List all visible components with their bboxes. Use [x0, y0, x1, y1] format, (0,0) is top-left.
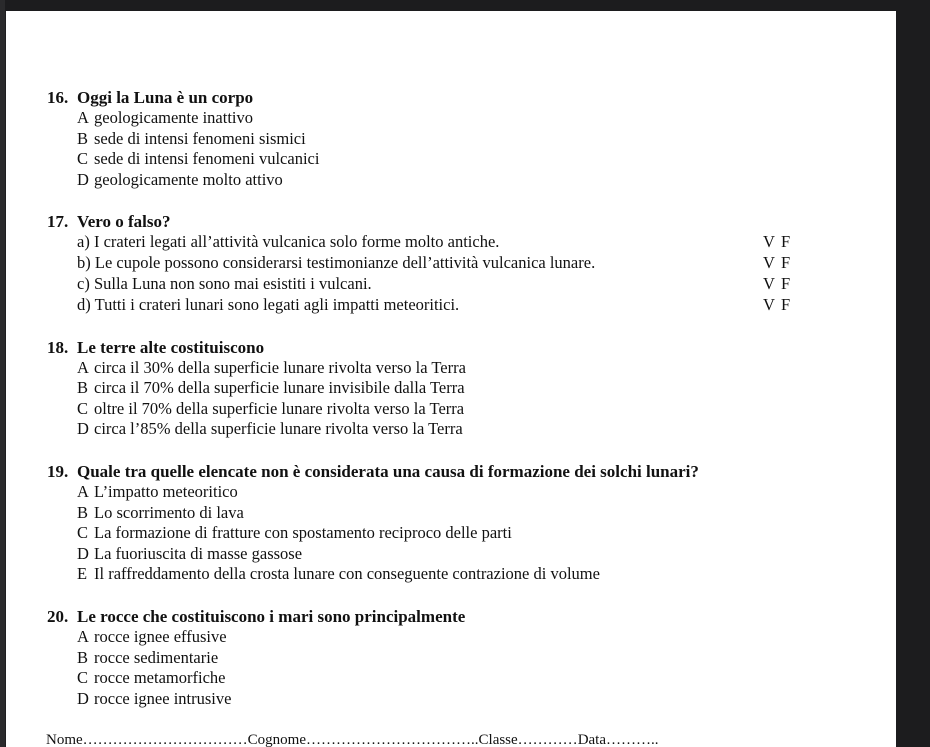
- question-number: 20.: [47, 606, 69, 626]
- window-frame-top: [0, 0, 930, 11]
- option-text: circa il 70% della superficie lunare invisibile dalla Terra: [94, 378, 465, 398]
- option-a: [47, 108, 887, 129]
- question-number: 18.: [47, 337, 69, 357]
- option-letter: C: [77, 668, 89, 688]
- question-title: [47, 87, 887, 108]
- option-text: Il raffreddamento della crosta lunare con conseguente contrazione di volume: [94, 564, 600, 584]
- option-b: [47, 129, 887, 150]
- statement-b: [47, 253, 887, 274]
- statement-text: a) I crateri legati all’attività vulcanica solo forme molto antiche.: [77, 232, 500, 252]
- option-text: La fuoriuscita di masse gassose: [94, 543, 303, 563]
- option-letter: C: [77, 398, 89, 418]
- cognome-field: Cognome……………………………..: [247, 732, 479, 747]
- option-letter: B: [77, 378, 89, 398]
- option-letter: D: [77, 419, 89, 439]
- question-19: [47, 461, 887, 585]
- option-a: [47, 627, 887, 648]
- option-a: [47, 482, 887, 503]
- option-letter: B: [77, 128, 89, 148]
- statement-c: [47, 274, 887, 295]
- student-info-footer: [46, 731, 659, 747]
- true-mark: V: [763, 273, 775, 293]
- question-title: [47, 461, 887, 482]
- question-text: Le terre alte costituiscono: [77, 337, 265, 357]
- statement-text: c) Sulla Luna non sono mai esistiti i vulcani.: [77, 273, 372, 293]
- data-field: Data………..: [577, 732, 659, 747]
- option-letter: C: [77, 149, 89, 169]
- window-frame-left: [0, 0, 5, 747]
- option-letter: A: [77, 626, 89, 646]
- quiz-content: [47, 87, 887, 730]
- option-letter: E: [77, 564, 88, 584]
- option-text: circa l’85% della superficie lunare rivolta verso la Terra: [94, 419, 463, 439]
- option-e: [47, 564, 887, 585]
- false-mark: F: [781, 294, 791, 314]
- option-text: L’impatto meteoritico: [94, 481, 238, 501]
- false-mark: F: [781, 253, 791, 273]
- true-false-choice: [763, 253, 799, 274]
- question-20: [47, 606, 887, 709]
- option-letter: A: [77, 108, 89, 127]
- true-false-choice: [763, 232, 799, 253]
- question-17: [47, 211, 887, 315]
- option-c: [47, 149, 887, 170]
- option-letter: A: [77, 357, 89, 377]
- question-title: [47, 606, 887, 627]
- false-mark: F: [781, 273, 791, 293]
- option-letter: B: [77, 502, 89, 522]
- nome-field: Nome……………………………: [46, 732, 248, 747]
- true-false-choice: [763, 274, 799, 295]
- question-title: [47, 337, 887, 358]
- option-text: rocce sedimentarie: [94, 647, 219, 667]
- question-16: [47, 87, 887, 190]
- question-18: [47, 337, 887, 440]
- option-text: rocce ignee intrusive: [94, 688, 232, 708]
- option-d: [47, 544, 887, 565]
- statement-text: b) Le cupole possono considerarsi testimonianze dell’attività vulcanica lunare.: [77, 253, 596, 273]
- option-text: Lo scorrimento di lava: [94, 502, 244, 522]
- option-text: geologicamente molto attivo: [94, 169, 283, 189]
- question-number: 19.: [47, 461, 69, 481]
- question-number: 17.: [47, 212, 69, 232]
- question-text: Quale tra quelle elencate non è considerata una causa di formazione dei solchi lunari?: [77, 461, 699, 481]
- true-mark: V: [763, 253, 775, 273]
- option-a: [47, 358, 887, 379]
- option-text: oltre il 70% della superficie lunare rivolta verso la Terra: [94, 398, 465, 418]
- option-b: [47, 503, 887, 524]
- option-b: [47, 378, 887, 399]
- statement-text: d) Tutti i crateri lunari sono legati agli impatti meteoritici.: [77, 294, 460, 314]
- option-c: [47, 668, 887, 689]
- question-number: 16.: [47, 88, 69, 107]
- option-text: rocce ignee effusive: [94, 626, 227, 646]
- statement-a: [47, 232, 887, 253]
- true-mark: V: [763, 294, 775, 314]
- option-c: [47, 523, 887, 544]
- question-text: Vero o falso?: [77, 212, 171, 232]
- statement-d: [47, 295, 887, 316]
- option-text: sede di intensi fenomeni sismici: [94, 128, 306, 148]
- true-mark: V: [763, 232, 775, 252]
- question-title: [47, 211, 887, 232]
- option-d: [47, 689, 887, 710]
- option-text: rocce metamorfiche: [94, 668, 226, 688]
- option-b: [47, 648, 887, 669]
- classe-field: Classe…………: [478, 732, 578, 747]
- true-false-choice: [763, 295, 799, 316]
- option-letter: D: [77, 543, 89, 563]
- option-letter: B: [77, 647, 89, 667]
- option-letter: A: [77, 481, 89, 501]
- option-text: La formazione di fratture con spostamento reciproco delle parti: [94, 523, 512, 543]
- option-d: [47, 170, 887, 191]
- option-letter: C: [77, 523, 89, 543]
- question-text: Oggi la Luna è un corpo: [77, 88, 254, 107]
- option-letter: D: [77, 169, 89, 189]
- option-d: [47, 419, 887, 440]
- option-c: [47, 399, 887, 420]
- window-frame-right: [895, 0, 930, 747]
- false-mark: F: [781, 232, 791, 252]
- question-text: Le rocce che costituiscono i mari sono principalmente: [77, 606, 466, 626]
- option-text: circa il 30% della superficie lunare rivolta verso la Terra: [94, 357, 466, 377]
- option-text: geologicamente inattivo: [94, 108, 253, 127]
- document-page: [6, 11, 896, 747]
- option-letter: D: [77, 688, 89, 708]
- option-text: sede di intensi fenomeni vulcanici: [94, 149, 320, 169]
